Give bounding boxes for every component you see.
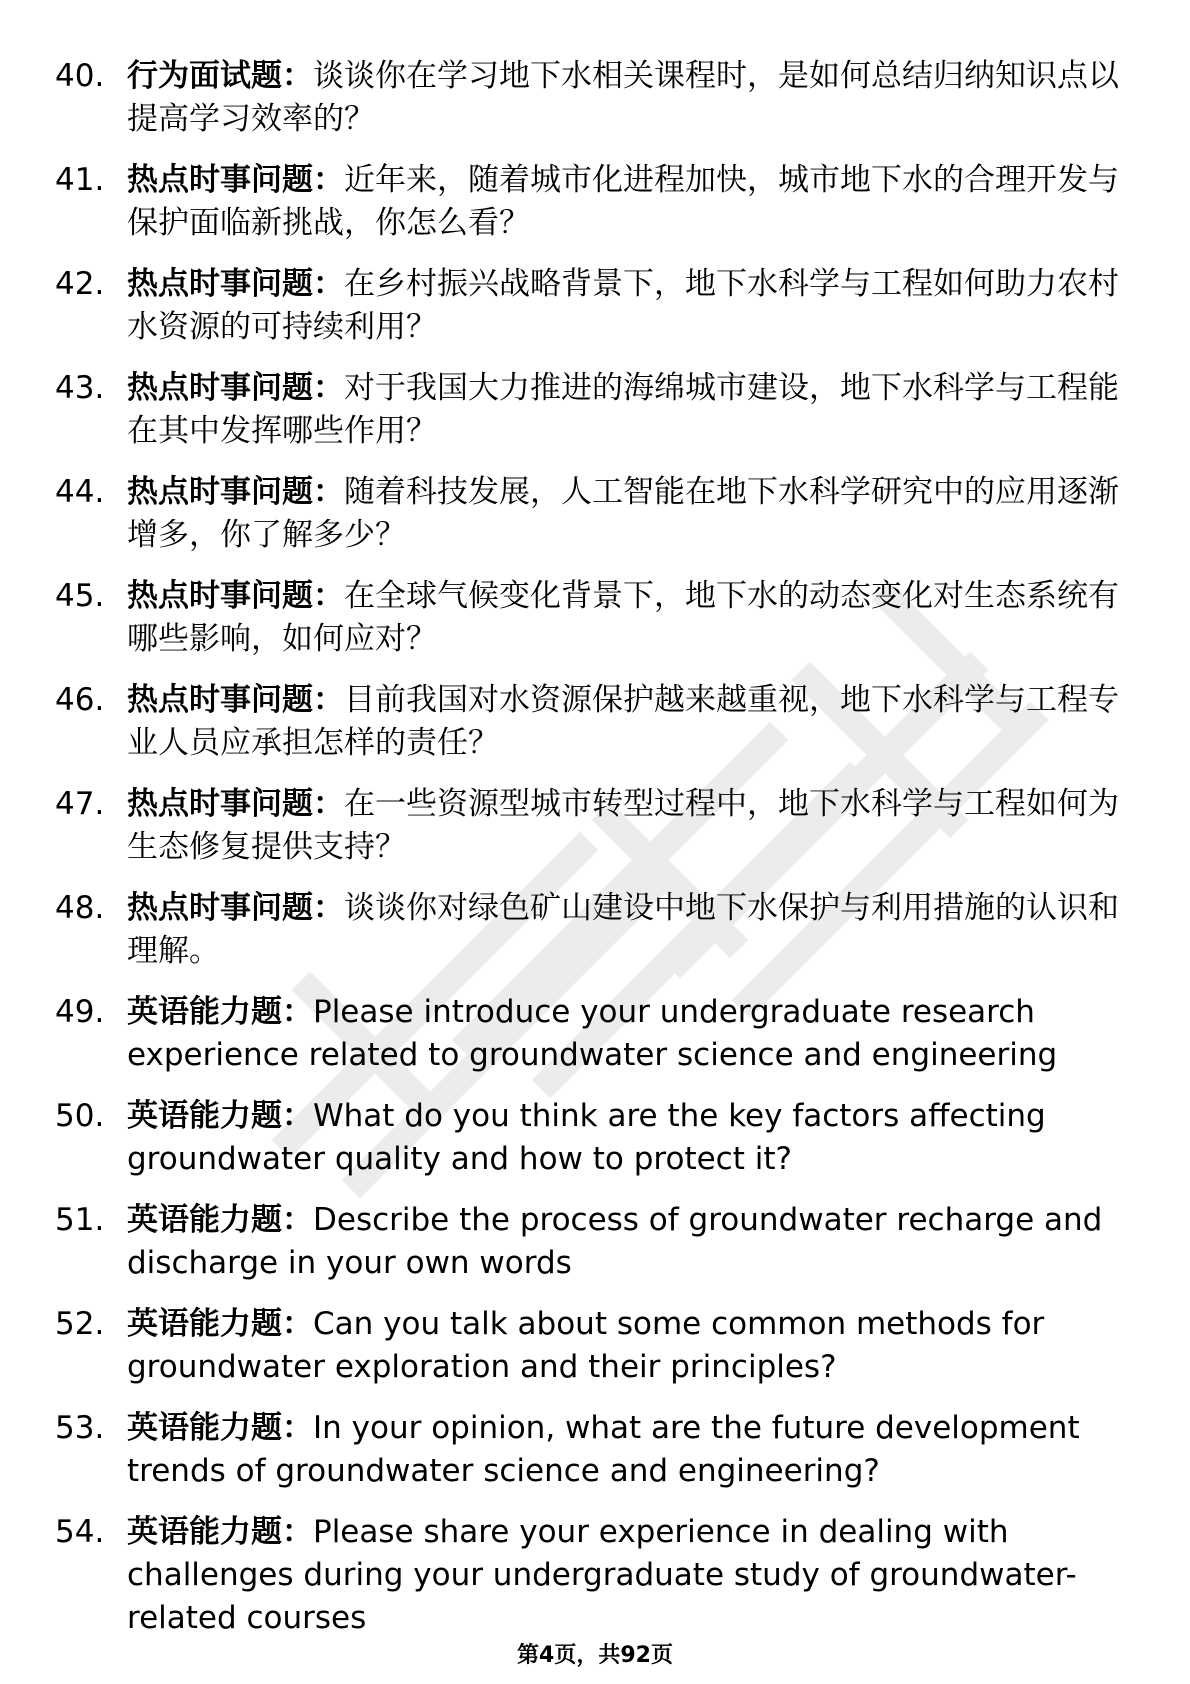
- question-category: 热点时事问题：: [127, 474, 344, 510]
- question-category: 英语能力题：: [127, 1202, 313, 1238]
- question-text: 在全球气候变化背景下，地下水的动态变化对生态系统有哪些影响，如何应对？: [127, 578, 1119, 657]
- question-text: 谈谈你对绿色矿山建设中地下水保护与利用措施的认识和理解。: [127, 890, 1119, 969]
- question-body: [127, 991, 1145, 1077]
- question-category: 英语能力题：: [127, 1098, 313, 1134]
- question-body: [127, 1303, 1145, 1389]
- question-text: 近年来，随着城市化进程加快，城市地下水的合理开发与保护面临新挑战，你怎么看？: [127, 162, 1119, 241]
- question-category: 行为面试题：: [127, 58, 313, 94]
- question-text: 在一些资源型城市转型过程中，地下水科学与工程如何为生态修复提供支持？: [127, 786, 1119, 865]
- list-item: [55, 367, 1145, 453]
- question-number: 49.: [55, 994, 105, 1030]
- question-text: 随着科技发展，人工智能在地下水科学研究中的应用逐渐增多，你了解多少？: [127, 474, 1119, 553]
- question-number: 44.: [55, 474, 105, 510]
- question-text: 在乡村振兴战略背景下，地下水科学与工程如何助力农村水资源的可持续利用？: [127, 266, 1119, 345]
- question-category: 热点时事问题：: [127, 682, 344, 718]
- question-body: [127, 679, 1145, 765]
- question-number: 47.: [55, 786, 105, 822]
- question-number: 42.: [55, 266, 105, 302]
- question-body: [127, 887, 1145, 973]
- question-body: [127, 1407, 1145, 1493]
- question-category: 热点时事问题：: [127, 890, 344, 926]
- question-body: [127, 367, 1145, 453]
- list-item: [55, 1407, 1145, 1493]
- question-body: [127, 55, 1145, 141]
- question-body: [127, 1199, 1145, 1285]
- question-body: [127, 575, 1145, 661]
- question-category: 英语能力题：: [127, 994, 313, 1030]
- question-category: 热点时事问题：: [127, 266, 344, 302]
- list-item: [55, 159, 1145, 245]
- question-body: [127, 471, 1145, 557]
- question-number: 50.: [55, 1098, 105, 1134]
- list-item: [55, 575, 1145, 661]
- question-body: [127, 1095, 1145, 1181]
- question-text: Can you talk about some common methods for groundwater exploration and their principles?: [127, 1306, 1045, 1385]
- question-text: What do you think are the key factors affecting groundwater quality and how to protect it?: [127, 1098, 1046, 1177]
- question-category: 热点时事问题：: [127, 162, 344, 198]
- question-body: [127, 263, 1145, 349]
- question-text: Describe the process of groundwater recharge and discharge in your own words: [127, 1202, 1103, 1281]
- question-number: 45.: [55, 578, 105, 614]
- question-text: Please share your experience in dealing with challenges during your undergraduate study of groundwater-related courses: [127, 1514, 1077, 1636]
- list-item: [55, 887, 1145, 973]
- list-item: [55, 471, 1145, 557]
- question-number: 40.: [55, 58, 105, 94]
- list-item: [55, 1303, 1145, 1389]
- question-category: 热点时事问题：: [127, 370, 344, 406]
- question-category: 英语能力题：: [127, 1514, 313, 1550]
- list-item: [55, 1511, 1145, 1640]
- question-text: 谈谈你在学习地下水相关课程时，是如何总结归纳知识点以提高学习效率的？: [127, 58, 1119, 137]
- list-item: [55, 783, 1145, 869]
- question-category: 热点时事问题：: [127, 578, 344, 614]
- question-text: 目前我国对水资源保护越来越重视，地下水科学与工程专业人员应承担怎样的责任？: [127, 682, 1119, 761]
- question-number: 41.: [55, 162, 105, 198]
- question-category: 英语能力题：: [127, 1410, 313, 1446]
- list-item: [55, 263, 1145, 349]
- list-item: [55, 1199, 1145, 1285]
- question-category: 英语能力题：: [127, 1306, 313, 1342]
- question-text: Please introduce your undergraduate research experience related to groundwater science and engineering: [127, 994, 1058, 1073]
- question-number: 46.: [55, 682, 105, 718]
- question-body: [127, 783, 1145, 869]
- list-item: [55, 55, 1145, 141]
- list-item: [55, 679, 1145, 765]
- list-item: [55, 1095, 1145, 1181]
- question-body: [127, 159, 1145, 245]
- page-number-footer: 第4页，共92页: [517, 1643, 673, 1668]
- question-text: 对于我国大力推进的海绵城市建设，地下水科学与工程能在其中发挥哪些作用？: [127, 370, 1119, 449]
- question-number: 43.: [55, 370, 105, 406]
- list-item: [55, 991, 1145, 1077]
- question-number: 48.: [55, 890, 105, 926]
- question-list: [55, 55, 1145, 1658]
- question-category: 热点时事问题：: [127, 786, 344, 822]
- question-number: 53.: [55, 1410, 105, 1446]
- question-number: 52.: [55, 1306, 105, 1342]
- question-number: 54.: [55, 1514, 105, 1550]
- question-text: In your opinion, what are the future development trends of groundwater science and engineering?: [127, 1410, 1080, 1489]
- question-number: 51.: [55, 1202, 105, 1238]
- question-body: [127, 1511, 1145, 1640]
